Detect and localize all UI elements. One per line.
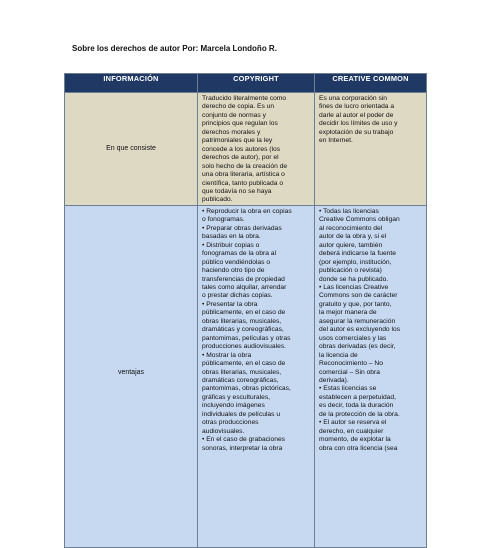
cell-line: pantomimas, obras pictóricas, (202, 385, 291, 393)
cell-line: usos comerciales y las (319, 334, 387, 342)
cell-line: de la protección de la obra. (319, 410, 400, 418)
cell-creative-consiste (315, 93, 427, 206)
cell-line: explotación de su trabajo (319, 128, 394, 136)
cell-creative-ventajas (315, 205, 427, 547)
cell-line: asegurar la remuneración (319, 317, 396, 325)
cell-line: o fonogramas. (202, 216, 245, 224)
cell-line: (por ejemplo, institución, (319, 258, 392, 266)
cell-line: gratuito y que, por tanto, (319, 300, 392, 308)
cell-line: solo hecho de la creación de (202, 162, 288, 170)
comparison-table (64, 73, 427, 548)
header-copyright: COPYRIGHT (198, 74, 315, 93)
cell-line: la mejor manera de (319, 309, 377, 317)
cell-line: público vendiéndolas o (202, 258, 271, 266)
cell-line: Es una corporación sin (319, 95, 388, 102)
cell-line: la licencia de (319, 351, 358, 359)
cell-line: audiovisuales. (202, 427, 245, 435)
cell-line: establecen a perpetuidad, (319, 393, 396, 401)
table-row-en-que-consiste (65, 93, 427, 206)
cell-line: concede a los autores (los (202, 145, 281, 153)
cell-line: fines de lucro orientada a (319, 103, 395, 111)
document-title: Sobre los derechos de autor Por: Marcela Londoño R. (72, 44, 277, 53)
cell-line: decidir los límites de uso y (319, 120, 398, 128)
cell-line: principios que regulan los (202, 120, 278, 128)
cell-line: o prestar dichas copias. (202, 292, 273, 300)
cell-line: Creative Commons obligan (319, 216, 400, 224)
cell-line: • Estas licencias se (319, 385, 377, 393)
cell-line: sonoras, interpretar la obra (202, 444, 283, 452)
cell-line: derivada). (319, 376, 349, 384)
cell-line: al reconocimiento del (319, 224, 383, 232)
row-label-text: En que consiste (106, 145, 156, 153)
cell-line: Traducido literalmente como (202, 95, 287, 102)
cell-line: deberá indicarse la fuente (319, 250, 396, 258)
cell-line: • Todas las licencias (319, 207, 379, 215)
cell-line: obra con otra licencia (sea (319, 444, 398, 452)
cell-line: Commons son de carácter (319, 292, 398, 300)
cell-line: • Preparar obras derivadas (202, 224, 282, 232)
table-header-row (65, 74, 427, 93)
cell-line: momento, de explotar la (319, 436, 391, 444)
cell-line: producciones audiovisuales. (202, 343, 287, 351)
cell-line: gráficas y esculturales, (202, 393, 271, 401)
cell-line: publicación o revista) (319, 267, 382, 275)
row-label-en-que-consiste (65, 93, 198, 206)
cell-line: obras literarias, musicales, (202, 317, 282, 325)
cell-line: autor de la obra y, si el (319, 233, 387, 241)
cell-line: una obra literaria, artística o (202, 171, 285, 179)
table-row-ventajas (65, 205, 427, 547)
cell-line: • Reproducir la obra en copias (202, 207, 292, 215)
cell-line: obras literarias, musicales, (202, 368, 282, 376)
cell-line: transferencias de propiedad (202, 275, 285, 283)
cell-line: científica, tanto publicada o (202, 179, 284, 187)
cell-line: derechos de autor), por el (202, 154, 279, 162)
row-label-text: ventajas (117, 368, 145, 376)
cell-line: • Las licencias Creative (319, 283, 389, 291)
cell-line: del autor es excluyendo los (319, 326, 401, 334)
cell-line: derecho, en cualquier (319, 427, 384, 435)
cell-line: autor quiere, también (319, 241, 383, 249)
cell-line: individuales de películas u (202, 410, 281, 418)
cell-line: • El autor se reserva el (319, 419, 387, 427)
cell-line: obras derivadas (es decir, (319, 343, 396, 351)
cell-line: públicamente, en el caso de (202, 309, 286, 317)
cell-line: conjunto de normas y (202, 111, 266, 119)
cell-line: otras producciones (202, 419, 259, 427)
cell-line: derechos morales y (202, 128, 261, 136)
cell-line: públicamente, en el caso de (202, 360, 286, 368)
cell-line: es decir, toda la duración (319, 402, 394, 410)
cell-line: • Mostrar la obra (202, 351, 252, 359)
cell-line: basadas en la obra. (202, 233, 261, 241)
row-label-ventajas (65, 205, 198, 547)
cell-line: que todavía no se haya (202, 187, 272, 195)
cell-line: dramáticas y coreográficas, (202, 326, 284, 334)
cell-line: darle al autor el poder de (319, 111, 394, 119)
cell-line: pantomimas, películas y otras (202, 334, 291, 342)
cell-line: fonogramas de la obra al (202, 250, 276, 258)
cell-line: • En el caso de grabaciones (202, 436, 286, 444)
cell-line: • Presentar la obra (202, 300, 258, 308)
cell-copyright-consiste (198, 93, 315, 206)
cell-line: haciendo otro tipo de (202, 267, 265, 275)
cell-line: derecho de copia. Es un (202, 103, 275, 111)
header-informacion: INFORMACIÓN (65, 74, 198, 93)
cell-line: donde se ha publicado. (319, 275, 389, 283)
cell-line: en Internet. (319, 137, 353, 145)
cell-line: • Distribuir copias o (202, 241, 260, 249)
cell-line: publicado. (202, 196, 233, 204)
cell-line: incluyendo imágenes (202, 402, 265, 410)
cell-line: dramáticas coreográficas, (202, 376, 279, 384)
cell-line: Reconocimiento – No (319, 360, 383, 368)
cell-line: patrimoniales que la ley (202, 137, 273, 145)
cell-line: tales como alquilar, arrendar (202, 283, 287, 291)
cell-copyright-ventajas (198, 205, 315, 547)
cell-line: comercial – Sin obra (319, 368, 380, 376)
header-creative-common: CREATIVE COMMON (315, 74, 427, 93)
